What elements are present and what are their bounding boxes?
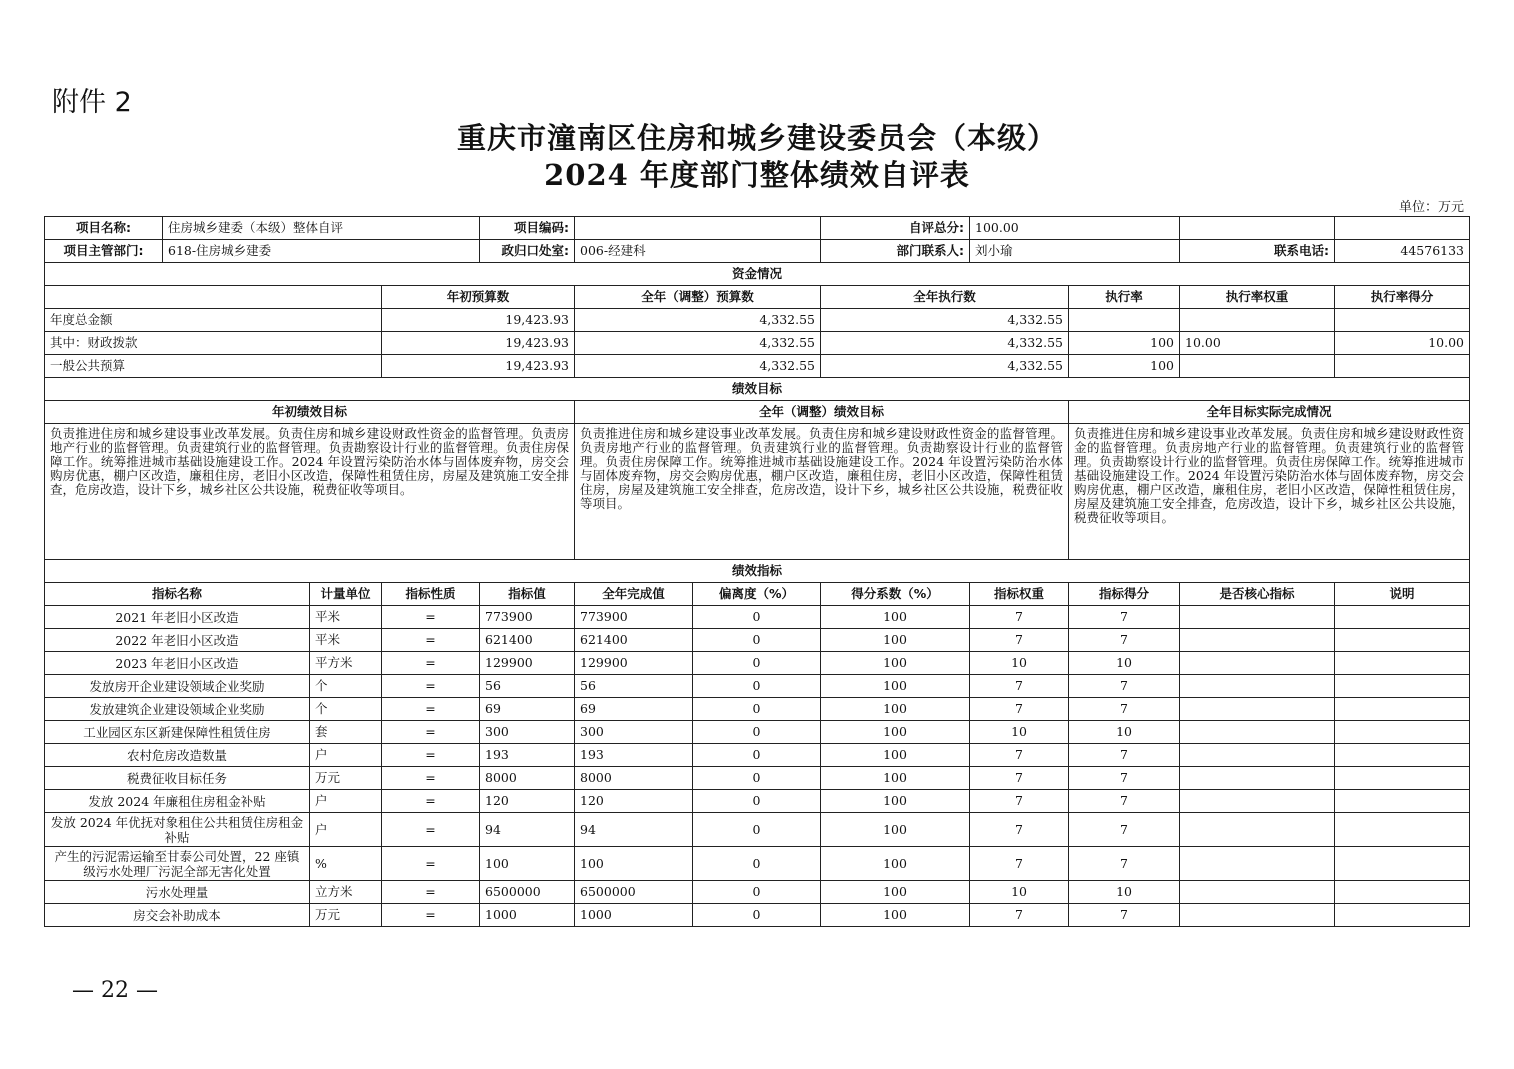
funds-row-name: 一般公共预算 (45, 355, 382, 378)
office-label: 政归口处室: (480, 240, 575, 263)
col-unit: 计量单位 (310, 583, 382, 606)
indicator-core (1180, 675, 1335, 698)
indicator-score: 10 (1069, 721, 1180, 744)
indicator-unit: 万元 (310, 904, 382, 927)
funds-executed: 4,332.55 (821, 332, 1069, 355)
indicator-target: 120 (480, 790, 575, 813)
goals-adjusted-text: 负责推进住房和城乡建设事业改革发展。负责住房和城乡建设财政性资金的监督管理。负责房地产行业的监督管理。负责建筑行业的监督管理。负责勘察设计行业的监督管理。负责住房保障工作。统筹推进城市基础设施建设工作。2024 年设置污染防治水体与固体废弃物，房交会购房优惠，棚户区改造，廉租住房，老旧小区改造，保障性租赁住房，房屋及建筑施工安全排查，危房改造，设计下乡，城乡社区公共设施，税费征收等项目。 (575, 424, 1069, 560)
funds-row (45, 355, 1470, 378)
col-coefficient: 得分系数（%） (821, 583, 970, 606)
indicator-target: 6500000 (480, 881, 575, 904)
indicator-done: 193 (575, 744, 693, 767)
indicator-target: 300 (480, 721, 575, 744)
indicator-row (45, 652, 1470, 675)
goals-section-title: 绩效目标 (45, 378, 1470, 401)
indicator-nature: = (382, 629, 480, 652)
funds-executed: 4,332.55 (821, 355, 1069, 378)
indicator-unit: 平米 (310, 606, 382, 629)
indicator-note (1335, 881, 1470, 904)
indicator-coefficient: 100 (821, 629, 970, 652)
funds-initial: 19,423.93 (382, 332, 575, 355)
project-code-label: 项目编码: (480, 217, 575, 240)
indicator-name: 发放 2024 年优抚对象租住公共租赁住房租金补贴 (45, 813, 310, 847)
indicator-weight: 10 (970, 721, 1069, 744)
indicator-name: 发放 2024 年廉租住房租金补贴 (45, 790, 310, 813)
col-exec-rate: 执行率 (1069, 286, 1180, 309)
indicator-done: 773900 (575, 606, 693, 629)
indicator-target: 1000 (480, 904, 575, 927)
indicator-weight: 7 (970, 790, 1069, 813)
indicator-score: 7 (1069, 847, 1180, 881)
col-core: 是否核心指标 (1180, 583, 1335, 606)
col-weight: 指标权重 (970, 583, 1069, 606)
col-indicator-name: 指标名称 (45, 583, 310, 606)
goals-col-initial: 年初绩效目标 (45, 401, 575, 424)
indicator-weight: 7 (970, 813, 1069, 847)
indicator-name: 税费征收目标任务 (45, 767, 310, 790)
indicator-nature: = (382, 652, 480, 675)
self-score-label: 自评总分: (821, 217, 970, 240)
indicator-score: 7 (1069, 904, 1180, 927)
indicator-core (1180, 606, 1335, 629)
indicator-deviation: 0 (693, 881, 821, 904)
indicator-deviation: 0 (693, 606, 821, 629)
indicator-core (1180, 698, 1335, 721)
empty-cell (45, 286, 382, 309)
indicator-deviation: 0 (693, 629, 821, 652)
indicator-coefficient: 100 (821, 698, 970, 721)
indicator-target: 621400 (480, 629, 575, 652)
indicators-section-title: 绩效指标 (45, 560, 1470, 583)
indicator-name: 房交会补助成本 (45, 904, 310, 927)
indicator-weight: 7 (970, 675, 1069, 698)
indicator-deviation: 0 (693, 652, 821, 675)
indicator-done: 300 (575, 721, 693, 744)
indicator-core (1180, 744, 1335, 767)
indicator-done: 6500000 (575, 881, 693, 904)
goals-col-actual: 全年目标实际完成情况 (1069, 401, 1470, 424)
indicator-row (45, 904, 1470, 927)
indicator-note (1335, 629, 1470, 652)
funds-weight: 10.00 (1180, 332, 1335, 355)
indicator-unit: 平方米 (310, 652, 382, 675)
indicator-core (1180, 813, 1335, 847)
indicator-unit: 户 (310, 744, 382, 767)
indicator-coefficient: 100 (821, 847, 970, 881)
indicator-note (1335, 847, 1470, 881)
indicator-coefficient: 100 (821, 904, 970, 927)
indicator-name: 污水处理量 (45, 881, 310, 904)
indicator-row (45, 629, 1470, 652)
indicator-core (1180, 652, 1335, 675)
indicator-weight: 7 (970, 847, 1069, 881)
indicator-nature: = (382, 881, 480, 904)
indicator-core (1180, 847, 1335, 881)
indicator-coefficient: 100 (821, 675, 970, 698)
indicator-weight: 7 (970, 698, 1069, 721)
indicator-done: 100 (575, 847, 693, 881)
indicator-unit: 套 (310, 721, 382, 744)
indicator-unit: 平米 (310, 629, 382, 652)
contact-value: 刘小瑜 (970, 240, 1180, 263)
indicator-coefficient: 100 (821, 744, 970, 767)
indicator-row (45, 881, 1470, 904)
col-initial-budget: 年初预算数 (382, 286, 575, 309)
page-title-line1: 重庆市潼南区住房和城乡建设委员会（本级） (456, 121, 1057, 155)
indicator-name: 发放建筑企业建设领域企业奖励 (45, 698, 310, 721)
indicator-nature: = (382, 767, 480, 790)
col-exec-score: 执行率得分 (1335, 286, 1470, 309)
indicator-score: 7 (1069, 675, 1180, 698)
indicator-nature: = (382, 904, 480, 927)
indicator-deviation: 0 (693, 675, 821, 698)
indicator-deviation: 0 (693, 813, 821, 847)
indicator-weight: 7 (970, 629, 1069, 652)
indicator-score: 10 (1069, 652, 1180, 675)
indicator-unit: 户 (310, 813, 382, 847)
indicator-unit: 立方米 (310, 881, 382, 904)
funds-rate (1069, 309, 1180, 332)
funds-section-title: 资金情况 (45, 263, 1470, 286)
performance-table (44, 216, 1470, 927)
page-title-line2: 2024 年度部门整体绩效自评表 (544, 158, 970, 192)
indicator-row (45, 790, 1470, 813)
funds-rate: 100 (1069, 332, 1180, 355)
indicator-weight: 7 (970, 904, 1069, 927)
funds-row-name: 年度总金额 (45, 309, 382, 332)
indicator-name: 产生的污泥需运输至甘泰公司处置，22 座镇级污水处理厂污泥全部无害化处置 (45, 847, 310, 881)
col-deviation: 偏离度（%） (693, 583, 821, 606)
col-note: 说明 (1335, 583, 1470, 606)
indicator-coefficient: 100 (821, 813, 970, 847)
indicator-weight: 7 (970, 606, 1069, 629)
indicator-weight: 7 (970, 744, 1069, 767)
col-adjusted-budget: 全年（调整）预算数 (575, 286, 821, 309)
goals-actual-text: 负责推进住房和城乡建设事业改革发展。负责住房和城乡建设财政性资金的监督管理。负责房地产行业的监督管理。负责建筑行业的监督管理。负责勘察设计行业的监督管理。负责住房保障工作。统筹推进城市基础设施建设工作。2024 年设置污染防治水体与固体废弃物，房交会购房优惠，棚户区改造，廉租住房，老旧小区改造，保障性租赁住房，房屋及建筑施工安全排查，危房改造，设计下乡，城乡社区公共设施，税费征收等项目。 (1069, 424, 1470, 560)
indicator-deviation: 0 (693, 847, 821, 881)
indicator-note (1335, 698, 1470, 721)
indicator-note (1335, 675, 1470, 698)
project-code-value (575, 217, 821, 240)
indicator-note (1335, 813, 1470, 847)
indicator-coefficient: 100 (821, 652, 970, 675)
indicator-unit: 万元 (310, 767, 382, 790)
col-executed: 全年执行数 (821, 286, 1069, 309)
indicator-core (1180, 790, 1335, 813)
funds-row (45, 309, 1470, 332)
indicator-coefficient: 100 (821, 881, 970, 904)
indicator-row (45, 847, 1470, 881)
col-nature: 指标性质 (382, 583, 480, 606)
indicator-name: 2022 年老旧小区改造 (45, 629, 310, 652)
indicator-unit: 个 (310, 675, 382, 698)
goals-col-adjusted: 全年（调整）绩效目标 (575, 401, 1069, 424)
indicator-name: 2021 年老旧小区改造 (45, 606, 310, 629)
indicator-nature: = (382, 847, 480, 881)
indicator-name: 工业园区东区新建保障性租赁住房 (45, 721, 310, 744)
indicator-core (1180, 629, 1335, 652)
empty-cell (1180, 217, 1335, 240)
indicator-score: 7 (1069, 790, 1180, 813)
indicator-note (1335, 606, 1470, 629)
indicator-nature: = (382, 606, 480, 629)
indicator-done: 56 (575, 675, 693, 698)
indicator-nature: = (382, 790, 480, 813)
indicator-row (45, 767, 1470, 790)
indicator-unit: 个 (310, 698, 382, 721)
col-done: 全年完成值 (575, 583, 693, 606)
funds-adjusted: 4,332.55 (575, 332, 821, 355)
indicator-target: 56 (480, 675, 575, 698)
indicator-unit: % (310, 847, 382, 881)
indicator-nature: = (382, 675, 480, 698)
indicator-score: 7 (1069, 606, 1180, 629)
empty-cell (1335, 217, 1470, 240)
indicator-core (1180, 881, 1335, 904)
indicator-target: 193 (480, 744, 575, 767)
funds-score (1335, 309, 1470, 332)
indicator-target: 100 (480, 847, 575, 881)
funds-adjusted: 4,332.55 (575, 355, 821, 378)
indicator-nature: = (382, 744, 480, 767)
indicator-deviation: 0 (693, 744, 821, 767)
indicator-row (45, 606, 1470, 629)
page-number: — 22 — (72, 978, 158, 1003)
indicator-done: 129900 (575, 652, 693, 675)
indicator-unit: 户 (310, 790, 382, 813)
indicator-score: 7 (1069, 629, 1180, 652)
unit-label: 单位：万元 (1398, 200, 1464, 215)
funds-executed: 4,332.55 (821, 309, 1069, 332)
indicator-name: 发放房开企业建设领域企业奖励 (45, 675, 310, 698)
indicator-score: 7 (1069, 698, 1180, 721)
indicator-weight: 10 (970, 881, 1069, 904)
indicator-deviation: 0 (693, 790, 821, 813)
indicator-name: 农村危房改造数量 (45, 744, 310, 767)
phone-value: 44576133 (1335, 240, 1470, 263)
indicator-done: 8000 (575, 767, 693, 790)
indicator-weight: 7 (970, 767, 1069, 790)
indicator-done: 94 (575, 813, 693, 847)
indicator-note (1335, 904, 1470, 927)
attachment-label: 附件 2 (52, 87, 132, 118)
indicator-score: 7 (1069, 744, 1180, 767)
col-score: 指标得分 (1069, 583, 1180, 606)
indicator-target: 69 (480, 698, 575, 721)
self-score-value: 100.00 (970, 217, 1180, 240)
project-name-value: 住房城乡建委（本级）整体自评 (163, 217, 480, 240)
indicator-score: 10 (1069, 881, 1180, 904)
indicator-note (1335, 652, 1470, 675)
funds-row (45, 332, 1470, 355)
dept-value: 618-住房城乡建委 (163, 240, 480, 263)
indicator-core (1180, 721, 1335, 744)
funds-weight (1180, 309, 1335, 332)
indicator-core (1180, 904, 1335, 927)
indicator-note (1335, 767, 1470, 790)
indicator-name: 2023 年老旧小区改造 (45, 652, 310, 675)
indicator-weight: 10 (970, 652, 1069, 675)
indicator-deviation: 0 (693, 767, 821, 790)
col-exec-weight: 执行率权重 (1180, 286, 1335, 309)
indicator-note (1335, 721, 1470, 744)
indicator-score: 7 (1069, 813, 1180, 847)
indicator-target: 8000 (480, 767, 575, 790)
indicator-done: 1000 (575, 904, 693, 927)
funds-rate: 100 (1069, 355, 1180, 378)
funds-adjusted: 4,332.55 (575, 309, 821, 332)
indicator-coefficient: 100 (821, 767, 970, 790)
indicator-row (45, 813, 1470, 847)
phone-label: 联系电话: (1180, 240, 1335, 263)
contact-label: 部门联系人: (821, 240, 970, 263)
funds-weight (1180, 355, 1335, 378)
funds-initial: 19,423.93 (382, 309, 575, 332)
indicator-nature: = (382, 721, 480, 744)
indicator-row (45, 675, 1470, 698)
office-value: 006-经建科 (575, 240, 821, 263)
indicator-coefficient: 100 (821, 606, 970, 629)
funds-row-name: 其中：财政拨款 (45, 332, 382, 355)
indicator-row (45, 721, 1470, 744)
goals-initial-text: 负责推进住房和城乡建设事业改革发展。负责住房和城乡建设财政性资金的监督管理。负责房地产行业的监督管理。负责建筑行业的监督管理。负责勘察设计行业的监督管理。负责住房保障工作。统筹推进城市基础设施建设工作。2024 年设置污染防治水体与固体废弃物，房交会购房优惠，棚户区改造，廉租住房，老旧小区改造，保障性租赁住房，房屋及建筑施工安全排查，危房改造，设计下乡，城乡社区公共设施，税费征收等项目。 (45, 424, 575, 560)
indicator-nature: = (382, 698, 480, 721)
indicator-done: 120 (575, 790, 693, 813)
indicator-done: 621400 (575, 629, 693, 652)
indicator-deviation: 0 (693, 721, 821, 744)
project-name-label: 项目名称: (45, 217, 163, 240)
indicator-deviation: 0 (693, 904, 821, 927)
indicator-target: 94 (480, 813, 575, 847)
indicator-note (1335, 744, 1470, 767)
dept-label: 项目主管部门: (45, 240, 163, 263)
indicator-target: 773900 (480, 606, 575, 629)
funds-score (1335, 355, 1470, 378)
indicator-core (1180, 767, 1335, 790)
indicator-target: 129900 (480, 652, 575, 675)
funds-initial: 19,423.93 (382, 355, 575, 378)
col-target: 指标值 (480, 583, 575, 606)
indicator-row (45, 698, 1470, 721)
indicator-score: 7 (1069, 767, 1180, 790)
indicator-deviation: 0 (693, 698, 821, 721)
indicator-note (1335, 790, 1470, 813)
indicator-coefficient: 100 (821, 790, 970, 813)
indicator-nature: = (382, 813, 480, 847)
indicator-coefficient: 100 (821, 721, 970, 744)
funds-score: 10.00 (1335, 332, 1470, 355)
indicator-row (45, 744, 1470, 767)
indicator-done: 69 (575, 698, 693, 721)
